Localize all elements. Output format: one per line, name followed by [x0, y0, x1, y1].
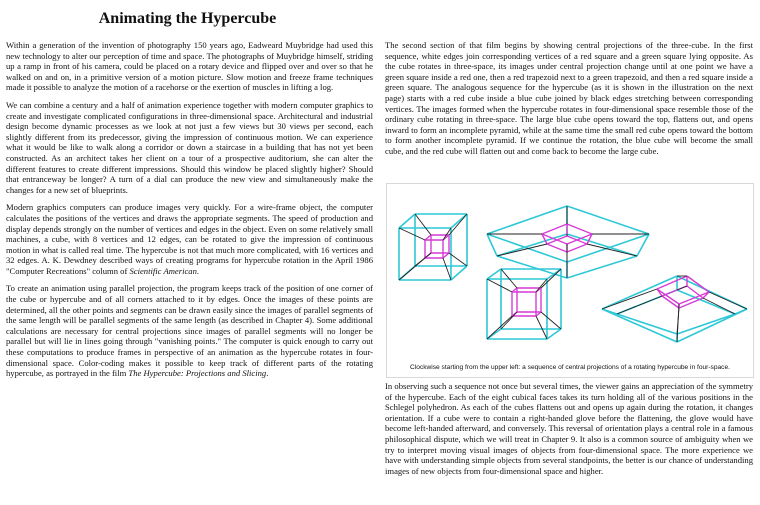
outer-cube-edge [677, 314, 735, 334]
journal-title: Scientific American [129, 265, 197, 276]
paragraph-film-section: The second section of that film begins by showing central projections of the three-cube. In the first sequence, white edges join corresponding vertices of a red square and a green square lying opposite. As the cube rotates in three-space, its images under central projection change until at one point we have a green square inside a red one, then a red trapezoid next to a green trapezoid, and then a red square inside a green square. The analogous sequence for the hypercube (as it is shown in the illustration on the next page) starts with a red cube inside a blue cube joined by black edges stretching between corresponding vertices. The images formed when the hypercube rotates in four-dimensional space resemble those of the ordinary cube rotating in three-space. The large blue cube opens toward the top, flattens out, and opens inward to form an incomplete pyramid, while at the same time the small red cube opens toward the bottom to form another incomplete pyramid. If we continue the rotation, the blue cube will become the small cube, and the red cube will flatten out and come back to become the large cube. [385, 40, 753, 156]
connecting-edge [677, 286, 687, 290]
outer-cube-edge [547, 329, 561, 339]
connecting-edge [487, 316, 512, 339]
outer-cube-edge [497, 234, 567, 256]
paragraph-symmetry: In observing such a sequence not once but several times, the viewer gains an appreciation of the symmetry of the hypercube. Each of the eight cubical faces takes its turn holding all of the various positions in the Schlegel polyhedron. As each of the cubes flattens out and opens up again during the rotation, it changes orientation. If a cube were to contain a right-handed glove before the flattening, the glove would have become left-handed afterward, and conversely. This reversal of orientation plays a central role in a famous philosophical dispute, which we will treat in Chapter 9. It also is a common source of ambiguity when we try to interpret moving visual images of objects from four-dimensional space. The more experience we have with understanding simple objects from several standpoints, the better is our chance of understanding images of new objects from four-dimensional space and higher. [385, 381, 753, 476]
outer-cube-edge [567, 234, 637, 256]
connecting-edge [602, 289, 657, 309]
connecting-edge [449, 214, 467, 235]
outer-cube-edge [602, 276, 677, 309]
outer-cube-edge [602, 309, 617, 314]
inner-cube-edge [567, 224, 592, 234]
paragraph-parallel-projection [6, 283, 373, 378]
connecting-edge [415, 253, 431, 266]
paragraph-animation: We can combine a century and a half of animation experience together with modern computer graphics to create and investigate complicated configurations in three-dimensional space. Architectural and industrial design become dynamic processes as we look at not just a few views but 30 views per second, each slightly different from its predecessor, giving the impression of continuous motion. We can experience what it would be like to walk along a corridor or down a staircase in a building that has not yet been constructed. As an architect takes her client on a tour of a prospective auditorium, she can alter the different features to create different impressions. Should this window be placed slightly higher? Should that entranceway be longer? A turn of a dial can produce the new view and simultaneously make the changes for a new set of blueprints. [6, 99, 373, 195]
connecting-edge [536, 316, 547, 339]
outer-cube-edge [451, 266, 467, 280]
film-title: The Hypercube: Projections and Slicing [128, 368, 267, 379]
outer-cube-edge [735, 309, 747, 314]
hypercube-figure [386, 183, 754, 378]
inner-cube-edge [425, 235, 431, 240]
connecting-edge [415, 214, 431, 235]
inner-cube-edge [443, 253, 449, 258]
outer-cube-edge [602, 309, 677, 342]
inner-cube-edge [567, 244, 587, 252]
outer-cube-edge [451, 214, 467, 228]
hypercube-projections-illustration [387, 184, 753, 362]
paragraph-text: To create an animation using parallel projection, the program keeps track of the position of one corner of the cube or hypercube and of all corners attached to it by edges. Once the images of these points are determined, all the other points and segments can be drawn easily since the images of parallel segments of the same length will be parallel segments of the same length (as described in Chapter 4). Some additional calculations are necessary for central projections since images of parallel segments will no longer be parallel but will lie in lines going through "vanishing points." The computer is quick enough to carry out these computations to produce frames in perspective of an animation as the hypercube rotates in four-dimensional space. Color-coding makes it possible to keep track of different parts of the rotating hypercube, as portrayed in the film [6, 283, 373, 379]
paragraph-graphics-computers [6, 202, 373, 276]
outer-cube-edge [399, 214, 415, 228]
outer-cube-edge [497, 256, 567, 278]
connecting-edge [443, 258, 451, 280]
figure-caption: Clockwise starting from the upper left: a sequence of central projections of a rotating hypercube in four-space. [410, 364, 730, 371]
connecting-edge [501, 312, 517, 329]
paragraph-end: . [266, 368, 269, 379]
connecting-edge [399, 228, 425, 240]
paragraph-text: Modern graphics computers can produce images very quickly. For a wire-frame object, the computer calculates the positions of the vertices and draws the appropriate segments. The speed of production and display depends strongly on the number of vertices and edges in the object. Even on some relatively small machines, a cube, with 8 vertices and 12 edges, can be rotated to give the impression of continuous motion in what is called real time. The hypercube is not that much more complicated, with 16 vertices and 32 edges. A. K. Dewdney described ways of creating programs for hypercube rotation in the April 1986 "Computer Recreations" column of [6, 202, 373, 276]
connecting-edge [487, 279, 512, 292]
outer-cube-edge [487, 269, 501, 279]
connecting-edge [541, 312, 561, 329]
paragraph-muybridge: Within a generation of the invention of photography 150 years ago, Eadweard Muybridge had used this new technology to alter our perception of time and space. The photographs of Muybridge himself, striding up a ramp in front of his camera, could be placed on a rotary device and flipped over and over so that he walked on and on, in a primitive version of a motion picture. Slow motion and freeze frame techniques made it possible to analyze the motion of a racehorse or the exertion of muscles in lifting a log. [6, 40, 373, 93]
paragraph-end: . [196, 265, 200, 276]
left-column [6, 40, 373, 386]
inner-cube-edge [547, 244, 567, 252]
outer-cube-edge [487, 206, 567, 234]
inner-cube-edge [542, 224, 567, 234]
page-title: Animating the Hypercube [98, 10, 277, 27]
outer-cube-edge [617, 314, 677, 334]
outer-cube-edge [567, 206, 649, 234]
outer-cube-edge [567, 256, 637, 278]
right-column-bottom [385, 381, 753, 483]
inner-cube-edge [687, 276, 709, 292]
right-column-top [385, 40, 753, 164]
